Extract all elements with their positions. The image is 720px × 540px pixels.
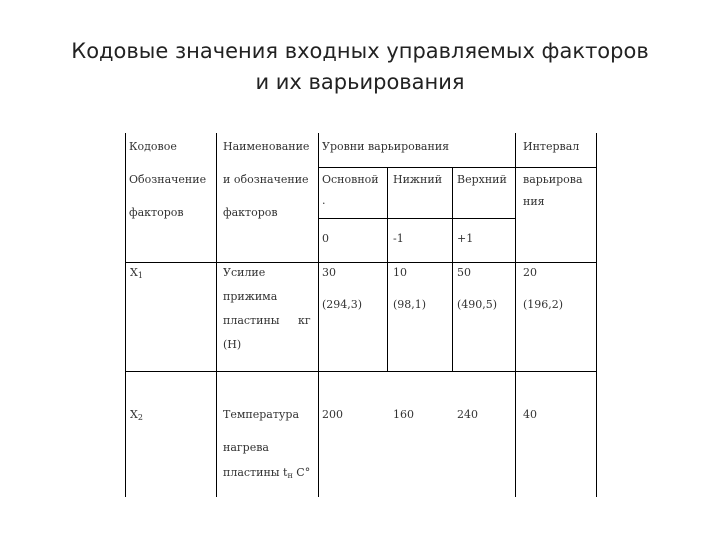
row1-name-unit: кг (298, 314, 311, 327)
row1-lower-value: 10 (393, 266, 407, 279)
table-col-divider-1 (216, 133, 217, 497)
row2-name-text: пластины t (223, 466, 288, 479)
header-level-lower: Нижний (393, 173, 443, 186)
table-col-divider-5 (515, 133, 516, 497)
row2-name-line-2: нагрева (223, 441, 269, 454)
header-interval-line-2: варьирова (523, 173, 583, 186)
row1-code (130, 266, 143, 282)
header-interval-line-3: ния (523, 195, 545, 208)
header-levels: Уровни варьирования (322, 140, 450, 153)
table-col-divider-3 (387, 167, 388, 371)
row2-lower-value: 160 (393, 408, 414, 421)
row1-name-line-1: Усилие (223, 266, 266, 279)
row2-code-subscript: 2 (137, 413, 143, 422)
row1-main-value: 30 (322, 266, 336, 279)
row2-name-line-3 (223, 466, 310, 482)
header-code-line-2: Обозначение (129, 173, 207, 186)
header-code-line-3: факторов (129, 206, 184, 219)
table-hline-interval (515, 167, 596, 168)
code-lower: -1 (393, 232, 404, 245)
table-col-divider-4 (452, 167, 453, 371)
title-line-2: и их варьирования (255, 70, 465, 94)
header-level-upper: Верхний (457, 173, 507, 186)
row2-name-subscript: н (287, 471, 293, 480)
title-line-1: Кодовые значения входных управляемых факторов (71, 39, 649, 63)
row1-name-line-2: прижима (223, 290, 278, 303)
table-hline-row1-bottom (125, 371, 596, 372)
row1-upper-value: 50 (457, 266, 471, 279)
table-hline-header-bottom (125, 262, 596, 263)
row2-interval-value: 40 (523, 408, 537, 421)
row2-code (130, 408, 143, 424)
table-hline-levels (318, 167, 515, 168)
row1-interval-value: 20 (523, 266, 537, 279)
row2-name-line-1: Температура (223, 408, 300, 421)
row1-code-letter: X (130, 266, 138, 279)
table-border-right (596, 133, 597, 497)
row2-upper-value: 240 (457, 408, 478, 421)
header-name-line-3: факторов (223, 206, 278, 219)
table-hline-levels-bottom (318, 218, 515, 219)
header-interval-line-1: Интервал (523, 140, 580, 153)
header-name-line-1: Наименование (223, 140, 310, 153)
table-border-left (125, 133, 126, 497)
row1-code-subscript: 1 (137, 271, 143, 280)
code-upper: +1 (457, 232, 474, 245)
code-main: 0 (322, 232, 329, 245)
table-col-divider-2 (318, 133, 319, 497)
row2-code-letter: X (130, 408, 138, 421)
header-level-main: Основной (322, 173, 379, 186)
row1-main-newton: (294,3) (322, 298, 363, 311)
header-level-main-dot: . (322, 194, 326, 207)
row1-interval-newton: (196,2) (523, 298, 564, 311)
row2-main-value: 200 (322, 408, 343, 421)
row1-lower-newton: (98,1) (393, 298, 427, 311)
row2-name-unit: С° (292, 466, 311, 479)
row1-upper-newton: (490,5) (457, 298, 498, 311)
header-name-line-2: и обозначение (223, 173, 309, 186)
header-code-line-1: Кодовое (129, 140, 177, 153)
row1-name-line-4: (Н) (223, 338, 242, 351)
row1-name-line-3: пластины (223, 314, 280, 327)
